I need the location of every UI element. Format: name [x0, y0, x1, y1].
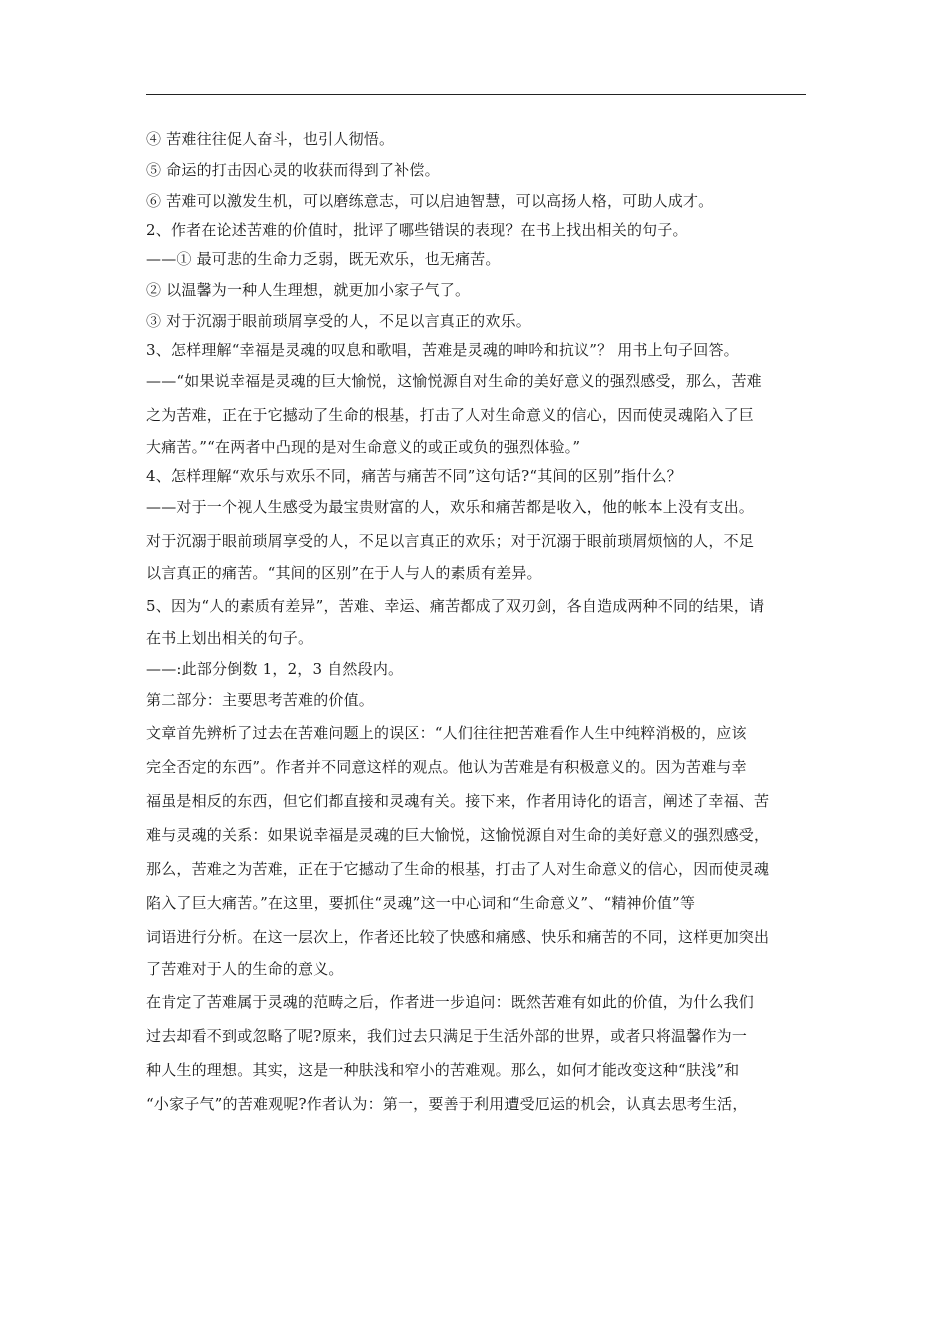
text-line: ② 以温馨为一种人生理想，就更加小家子气了。	[146, 281, 471, 299]
text-line: ——① 最可悲的生命力乏弱，既无欢乐，也无痛苦。	[146, 250, 501, 268]
text-line: 文章首先辨析了过去在苦难问题上的误区：“人们往往把苦难看作人生中纯粹消极的，应该	[146, 724, 747, 742]
text-line: ——:此部分倒数 1，2，3 自然段内。	[146, 660, 404, 678]
text-line: 2、作者在论述苦难的价值时，批评了哪些错误的表现？在书上找出相关的句子。	[146, 221, 688, 239]
text-line: ④ 苦难往往促人奋斗，也引人彻悟。	[146, 130, 395, 148]
text-line: ⑥ 苦难可以激发生机，可以磨练意志，可以启迪智慧，可以高扬人格，可助人成才。	[146, 192, 714, 210]
text-line: 了苦难对于人的生命的意义。	[146, 960, 344, 978]
text-line: ⑤ 命运的打击因心灵的收获而得到了补偿。	[146, 161, 440, 179]
text-line: ③ 对于沉溺于眼前琐屑享受的人，不足以言真正的欢乐。	[146, 312, 531, 330]
text-line: 大痛苦。”“在两者中凸现的是对生命意义的或正或负的强烈体验。”	[146, 438, 581, 456]
text-line: ——“如果说幸福是灵魂的巨大愉悦，这愉悦源自对生命的美好意义的强烈感受，那么，苦难	[146, 372, 762, 390]
text-line: 陷入了巨大痛苦。”在这里，要抓住“灵魂”这一中心词和“生命意义”、“精神价值”等	[146, 894, 696, 912]
text-line: 在书上划出相关的句子。	[146, 629, 314, 647]
text-line: 种人生的理想。其实，这是一种肤浅和窄小的苦难观。那么，如何才能改变这种“肤浅”和	[146, 1061, 740, 1079]
text-line: 以言真正的痛苦。“其间的区别”在于人与人的素质有差异。	[146, 564, 542, 582]
text-line: 4、怎样理解“欢乐与欢乐不同，痛苦与痛苦不同”这句话?“其间的区别”指什么？	[146, 467, 682, 485]
text-line: ——对于一个视人生感受为最宝贵财富的人，欢乐和痛苦都是收入，他的帐本上没有支出。	[146, 498, 755, 516]
text-line: 在肯定了苦难属于灵魂的范畴之后，作者进一步追问：既然苦难有如此的价值，为什么我们	[146, 993, 755, 1011]
text-line: 难与灵魂的关系：如果说幸福是灵魂的巨大愉悦，这愉悦源自对生命的美好意义的强烈感受，	[146, 826, 770, 844]
text-line: 对于沉溺于眼前琐屑享受的人，不足以言真正的欢乐；对于沉溺于眼前琐屑烦恼的人，不足	[146, 532, 755, 550]
text-line: 之为苦难，正在于它撼动了生命的根基，打击了人对生命意义的信心，因而使灵魂陷入了巨	[146, 406, 755, 424]
text-line: 那么，苦难之为苦难，正在于它撼动了生命的根基，打击了人对生命意义的信心，因而使灵魂	[146, 860, 770, 878]
text-line: 完全否定的东西”。作者并不同意这样的观点。他认为苦难是有积极意义的。因为苦难与幸	[146, 758, 747, 776]
text-line: 词语进行分析。在这一层次上，作者还比较了快感和痛感、快乐和痛苦的不同，这样更加突出	[146, 928, 770, 946]
text-line: 过去却看不到或忽略了呢?原来，我们过去只满足于生活外部的世界，或者只将温馨作为一	[146, 1027, 748, 1045]
text-line: “小家子气”的苦难观呢?作者认为：第一，要善于利用遭受厄运的机会，认真去思考生活，	[146, 1095, 748, 1113]
text-line: 第二部分：主要思考苦难的价值。	[146, 691, 375, 709]
text-line: 福虽是相反的东西，但它们都直接和灵魂有关。接下来，作者用诗化的语言，阐述了幸福、苦	[146, 792, 770, 810]
document-body	[146, 124, 814, 1121]
text-line: 3、怎样理解“幸福是灵魂的叹息和歌唱，苦难是灵魂的呻吟和抗议”？ 用书上句子回答。	[146, 341, 739, 359]
text-line: 5、因为“人的素质有差异”，苦难、幸运、痛苦都成了双刃剑，各自造成两种不同的结果，请	[146, 597, 765, 615]
header-rule	[146, 94, 806, 95]
